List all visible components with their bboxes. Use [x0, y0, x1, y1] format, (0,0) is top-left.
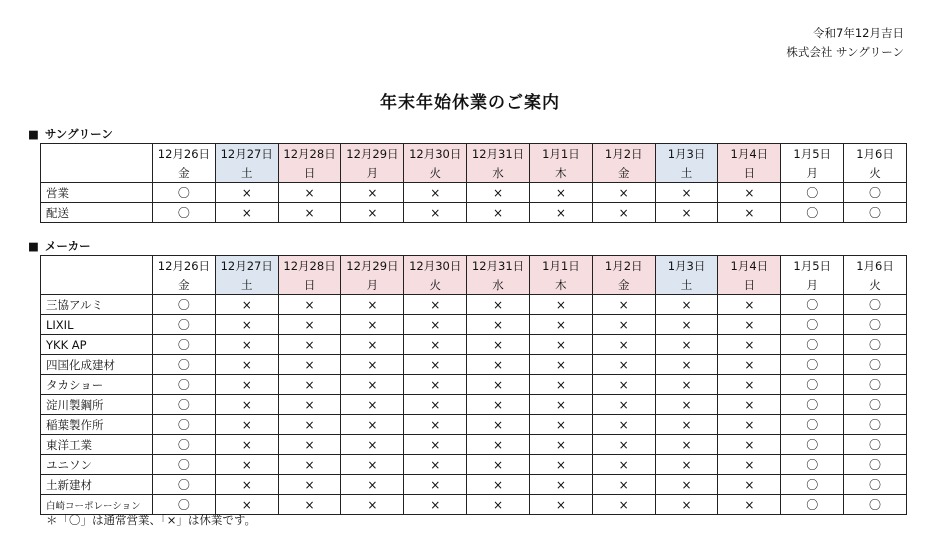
row-name-cell: 淀川製鋼所: [41, 395, 153, 415]
closed-mark-cell: ×: [341, 475, 404, 495]
weekday-header-cell: 火: [404, 163, 467, 183]
closed-mark-cell: ×: [529, 375, 592, 395]
weekday-header-cell: 月: [781, 163, 844, 183]
closed-mark-cell: ×: [278, 455, 341, 475]
open-mark-cell: 〇: [844, 395, 907, 415]
closed-mark-cell: ×: [529, 335, 592, 355]
date-header-cell: 12月28日: [278, 256, 341, 276]
closed-mark-cell: ×: [215, 335, 278, 355]
weekday-header-cell: 日: [718, 163, 781, 183]
weekday-header-cell: 金: [592, 163, 655, 183]
closed-mark-cell: ×: [341, 375, 404, 395]
closed-mark-cell: ×: [529, 315, 592, 335]
closed-mark-cell: ×: [215, 295, 278, 315]
open-mark-cell: 〇: [781, 395, 844, 415]
closed-mark-cell: ×: [529, 295, 592, 315]
date-header-cell: 1月6日: [844, 256, 907, 276]
weekday-header-cell: 土: [215, 275, 278, 295]
closed-mark-cell: ×: [467, 295, 530, 315]
closed-mark-cell: ×: [215, 315, 278, 335]
closed-mark-cell: ×: [215, 355, 278, 375]
closed-mark-cell: ×: [404, 315, 467, 335]
header-row-dates: [41, 256, 907, 276]
row-name-cell: 土新建材: [41, 475, 153, 495]
date-header-cell: 12月30日: [404, 144, 467, 164]
open-mark-cell: 〇: [844, 495, 907, 515]
weekday-header-cell: 日: [278, 275, 341, 295]
row-name-cell: LIXIL: [41, 315, 153, 335]
weekday-header-cell: 水: [467, 275, 530, 295]
date-header-cell: 12月27日: [215, 256, 278, 276]
open-mark-cell: 〇: [844, 295, 907, 315]
open-mark-cell: 〇: [844, 435, 907, 455]
table-row: [41, 203, 907, 223]
closed-mark-cell: ×: [278, 183, 341, 203]
row-name-cell: 三協アルミ: [41, 295, 153, 315]
date-header-cell: 12月30日: [404, 256, 467, 276]
closed-mark-cell: ×: [341, 295, 404, 315]
table-row: [41, 295, 907, 315]
weekday-header-cell: 火: [844, 163, 907, 183]
closed-mark-cell: ×: [278, 203, 341, 223]
square-bullet-icon: ■: [28, 239, 39, 253]
open-mark-cell: 〇: [781, 183, 844, 203]
closed-mark-cell: ×: [655, 315, 718, 335]
closed-mark-cell: ×: [592, 183, 655, 203]
closed-mark-cell: ×: [341, 183, 404, 203]
closed-mark-cell: ×: [467, 475, 530, 495]
closed-mark-cell: ×: [592, 415, 655, 435]
closed-mark-cell: ×: [467, 203, 530, 223]
section-label-maker: [28, 238, 91, 254]
closed-mark-cell: ×: [278, 335, 341, 355]
date-header-cell: 1月3日: [655, 256, 718, 276]
table-row: [41, 315, 907, 335]
closed-mark-cell: ×: [341, 335, 404, 355]
closed-mark-cell: ×: [215, 495, 278, 515]
closed-mark-cell: ×: [215, 475, 278, 495]
open-mark-cell: 〇: [153, 355, 216, 375]
closed-mark-cell: ×: [718, 455, 781, 475]
closed-mark-cell: ×: [655, 375, 718, 395]
row-name-cell: YKK AP: [41, 335, 153, 355]
weekday-header-cell: 日: [278, 163, 341, 183]
closed-mark-cell: ×: [278, 315, 341, 335]
closed-mark-cell: ×: [341, 315, 404, 335]
closed-mark-cell: ×: [655, 395, 718, 415]
section-title: サングリーン: [44, 127, 113, 141]
weekday-header-cell: 日: [718, 275, 781, 295]
weekday-header-cell: 木: [529, 163, 592, 183]
closed-mark-cell: ×: [655, 183, 718, 203]
open-mark-cell: 〇: [781, 415, 844, 435]
closed-mark-cell: ×: [404, 455, 467, 475]
closed-mark-cell: ×: [341, 203, 404, 223]
open-mark-cell: 〇: [844, 355, 907, 375]
open-mark-cell: 〇: [781, 203, 844, 223]
weekday-header-cell: 水: [467, 163, 530, 183]
closed-mark-cell: ×: [718, 435, 781, 455]
closed-mark-cell: ×: [341, 395, 404, 415]
row-name-cell: 営業: [41, 183, 153, 203]
closed-mark-cell: ×: [718, 495, 781, 515]
closed-mark-cell: ×: [341, 415, 404, 435]
closed-mark-cell: ×: [592, 335, 655, 355]
closed-mark-cell: ×: [215, 183, 278, 203]
closed-mark-cell: ×: [718, 475, 781, 495]
closed-mark-cell: ×: [215, 435, 278, 455]
closed-mark-cell: ×: [592, 203, 655, 223]
date-header-cell: 12月26日: [153, 144, 216, 164]
header-blank-cell: [41, 144, 153, 183]
closed-mark-cell: ×: [592, 395, 655, 415]
table-row: [41, 395, 907, 415]
date-header-cell: 12月31日: [467, 144, 530, 164]
header-row-weekdays: [41, 163, 907, 183]
date-header-cell: 1月6日: [844, 144, 907, 164]
closed-mark-cell: ×: [467, 355, 530, 375]
weekday-header-cell: 金: [153, 163, 216, 183]
weekday-header-cell: 土: [215, 163, 278, 183]
closed-mark-cell: ×: [278, 295, 341, 315]
closed-mark-cell: ×: [655, 495, 718, 515]
open-mark-cell: 〇: [844, 455, 907, 475]
company-name: 株式会社 サングリーン: [786, 45, 904, 59]
open-mark-cell: 〇: [153, 435, 216, 455]
date-header-cell: 1月5日: [781, 144, 844, 164]
weekday-header-cell: 金: [153, 275, 216, 295]
footnote: ＊「〇」は通常営業、「×」は休業です。: [46, 513, 256, 527]
closed-mark-cell: ×: [529, 455, 592, 475]
closed-mark-cell: ×: [404, 335, 467, 355]
closed-mark-cell: ×: [718, 335, 781, 355]
table-row: [41, 435, 907, 455]
closed-mark-cell: ×: [404, 355, 467, 375]
closed-mark-cell: ×: [529, 475, 592, 495]
open-mark-cell: 〇: [153, 295, 216, 315]
open-mark-cell: 〇: [153, 415, 216, 435]
date-header-cell: 12月29日: [341, 144, 404, 164]
closed-mark-cell: ×: [655, 295, 718, 315]
closed-mark-cell: ×: [592, 475, 655, 495]
closed-mark-cell: ×: [655, 355, 718, 375]
open-mark-cell: 〇: [153, 455, 216, 475]
table-row: [41, 455, 907, 475]
closed-mark-cell: ×: [404, 495, 467, 515]
weekday-header-cell: 木: [529, 275, 592, 295]
closed-mark-cell: ×: [655, 203, 718, 223]
date-header-cell: 1月1日: [529, 144, 592, 164]
table-row: [41, 183, 907, 203]
closed-mark-cell: ×: [278, 395, 341, 415]
open-mark-cell: 〇: [153, 335, 216, 355]
open-mark-cell: 〇: [781, 295, 844, 315]
section-title: メーカー: [44, 239, 91, 253]
open-mark-cell: 〇: [153, 475, 216, 495]
table-row: [41, 415, 907, 435]
closed-mark-cell: ×: [278, 355, 341, 375]
page-title: 年末年始休業のご案内: [380, 93, 560, 113]
table-row: [41, 335, 907, 355]
closed-mark-cell: ×: [529, 355, 592, 375]
open-mark-cell: 〇: [781, 455, 844, 475]
date-header-cell: 1月5日: [781, 256, 844, 276]
closed-mark-cell: ×: [467, 183, 530, 203]
closed-mark-cell: ×: [592, 455, 655, 475]
closed-mark-cell: ×: [404, 203, 467, 223]
closed-mark-cell: ×: [341, 455, 404, 475]
weekday-header-cell: 土: [655, 275, 718, 295]
open-mark-cell: 〇: [844, 315, 907, 335]
closed-mark-cell: ×: [529, 495, 592, 515]
closed-mark-cell: ×: [529, 435, 592, 455]
open-mark-cell: 〇: [781, 475, 844, 495]
open-mark-cell: 〇: [781, 375, 844, 395]
open-mark-cell: 〇: [844, 183, 907, 203]
closed-mark-cell: ×: [655, 415, 718, 435]
closed-mark-cell: ×: [278, 475, 341, 495]
document-header: [786, 24, 904, 62]
closed-mark-cell: ×: [655, 335, 718, 355]
closed-mark-cell: ×: [467, 415, 530, 435]
open-mark-cell: 〇: [844, 335, 907, 355]
closed-mark-cell: ×: [655, 435, 718, 455]
closed-mark-cell: ×: [404, 435, 467, 455]
row-name-cell: 配送: [41, 203, 153, 223]
table-row: [41, 355, 907, 375]
closed-mark-cell: ×: [529, 183, 592, 203]
closed-mark-cell: ×: [467, 495, 530, 515]
table-row: [41, 475, 907, 495]
closed-mark-cell: ×: [215, 203, 278, 223]
square-bullet-icon: ■: [28, 127, 39, 141]
header-blank-cell: [41, 256, 153, 295]
header-row-weekdays: [41, 275, 907, 295]
row-name-cell: 四国化成建材: [41, 355, 153, 375]
open-mark-cell: 〇: [153, 495, 216, 515]
closed-mark-cell: ×: [529, 395, 592, 415]
date-header-cell: 1月3日: [655, 144, 718, 164]
open-mark-cell: 〇: [781, 355, 844, 375]
date-header-cell: 12月26日: [153, 256, 216, 276]
closed-mark-cell: ×: [718, 355, 781, 375]
date-header-cell: 1月2日: [592, 256, 655, 276]
header-row-dates: [41, 144, 907, 164]
date-header-cell: 12月29日: [341, 256, 404, 276]
closed-mark-cell: ×: [592, 315, 655, 335]
open-mark-cell: 〇: [844, 415, 907, 435]
weekday-header-cell: 月: [341, 163, 404, 183]
table-row: [41, 375, 907, 395]
weekday-header-cell: 月: [341, 275, 404, 295]
closed-mark-cell: ×: [278, 415, 341, 435]
closed-mark-cell: ×: [592, 495, 655, 515]
open-mark-cell: 〇: [153, 315, 216, 335]
closed-mark-cell: ×: [215, 415, 278, 435]
closed-mark-cell: ×: [278, 435, 341, 455]
closed-mark-cell: ×: [404, 475, 467, 495]
closed-mark-cell: ×: [278, 375, 341, 395]
date-header-cell: 1月2日: [592, 144, 655, 164]
open-mark-cell: 〇: [844, 475, 907, 495]
date-header-cell: 1月4日: [718, 144, 781, 164]
open-mark-cell: 〇: [844, 203, 907, 223]
closed-mark-cell: ×: [718, 295, 781, 315]
closed-mark-cell: ×: [341, 355, 404, 375]
section-label-sungreen: [28, 126, 113, 142]
closed-mark-cell: ×: [404, 295, 467, 315]
row-name-cell: ユニソン: [41, 455, 153, 475]
closed-mark-cell: ×: [718, 395, 781, 415]
closed-mark-cell: ×: [718, 183, 781, 203]
closed-mark-cell: ×: [592, 435, 655, 455]
issue-date: 令和7年12月吉日: [813, 26, 904, 40]
closed-mark-cell: ×: [529, 203, 592, 223]
open-mark-cell: 〇: [844, 375, 907, 395]
closed-mark-cell: ×: [215, 455, 278, 475]
open-mark-cell: 〇: [153, 395, 216, 415]
closed-mark-cell: ×: [404, 415, 467, 435]
closed-mark-cell: ×: [404, 395, 467, 415]
closed-mark-cell: ×: [467, 455, 530, 475]
open-mark-cell: 〇: [781, 495, 844, 515]
schedule-table-sungreen: [40, 143, 907, 223]
closed-mark-cell: ×: [655, 475, 718, 495]
closed-mark-cell: ×: [718, 375, 781, 395]
closed-mark-cell: ×: [467, 395, 530, 415]
closed-mark-cell: ×: [467, 375, 530, 395]
weekday-header-cell: 火: [844, 275, 907, 295]
closed-mark-cell: ×: [341, 435, 404, 455]
closed-mark-cell: ×: [592, 295, 655, 315]
date-header-cell: 12月28日: [278, 144, 341, 164]
closed-mark-cell: ×: [718, 415, 781, 435]
weekday-header-cell: 火: [404, 275, 467, 295]
weekday-header-cell: 土: [655, 163, 718, 183]
open-mark-cell: 〇: [781, 335, 844, 355]
closed-mark-cell: ×: [404, 375, 467, 395]
closed-mark-cell: ×: [215, 375, 278, 395]
closed-mark-cell: ×: [341, 495, 404, 515]
date-header-cell: 1月4日: [718, 256, 781, 276]
closed-mark-cell: ×: [215, 395, 278, 415]
date-header-cell: 12月27日: [215, 144, 278, 164]
row-name-cell: 白崎コーポレーション: [41, 495, 153, 515]
row-name-cell: タカショー: [41, 375, 153, 395]
open-mark-cell: 〇: [153, 203, 216, 223]
closed-mark-cell: ×: [655, 455, 718, 475]
closed-mark-cell: ×: [467, 335, 530, 355]
date-header-cell: 1月1日: [529, 256, 592, 276]
closed-mark-cell: ×: [278, 495, 341, 515]
closed-mark-cell: ×: [592, 375, 655, 395]
open-mark-cell: 〇: [153, 183, 216, 203]
closed-mark-cell: ×: [718, 315, 781, 335]
closed-mark-cell: ×: [529, 415, 592, 435]
closed-mark-cell: ×: [592, 355, 655, 375]
weekday-header-cell: 月: [781, 275, 844, 295]
closed-mark-cell: ×: [404, 183, 467, 203]
row-name-cell: 東洋工業: [41, 435, 153, 455]
open-mark-cell: 〇: [781, 435, 844, 455]
closed-mark-cell: ×: [467, 315, 530, 335]
open-mark-cell: 〇: [781, 315, 844, 335]
open-mark-cell: 〇: [153, 375, 216, 395]
schedule-table-maker: [40, 255, 907, 515]
weekday-header-cell: 金: [592, 275, 655, 295]
row-name-cell: 稲葉製作所: [41, 415, 153, 435]
closed-mark-cell: ×: [718, 203, 781, 223]
closed-mark-cell: ×: [467, 435, 530, 455]
date-header-cell: 12月31日: [467, 256, 530, 276]
